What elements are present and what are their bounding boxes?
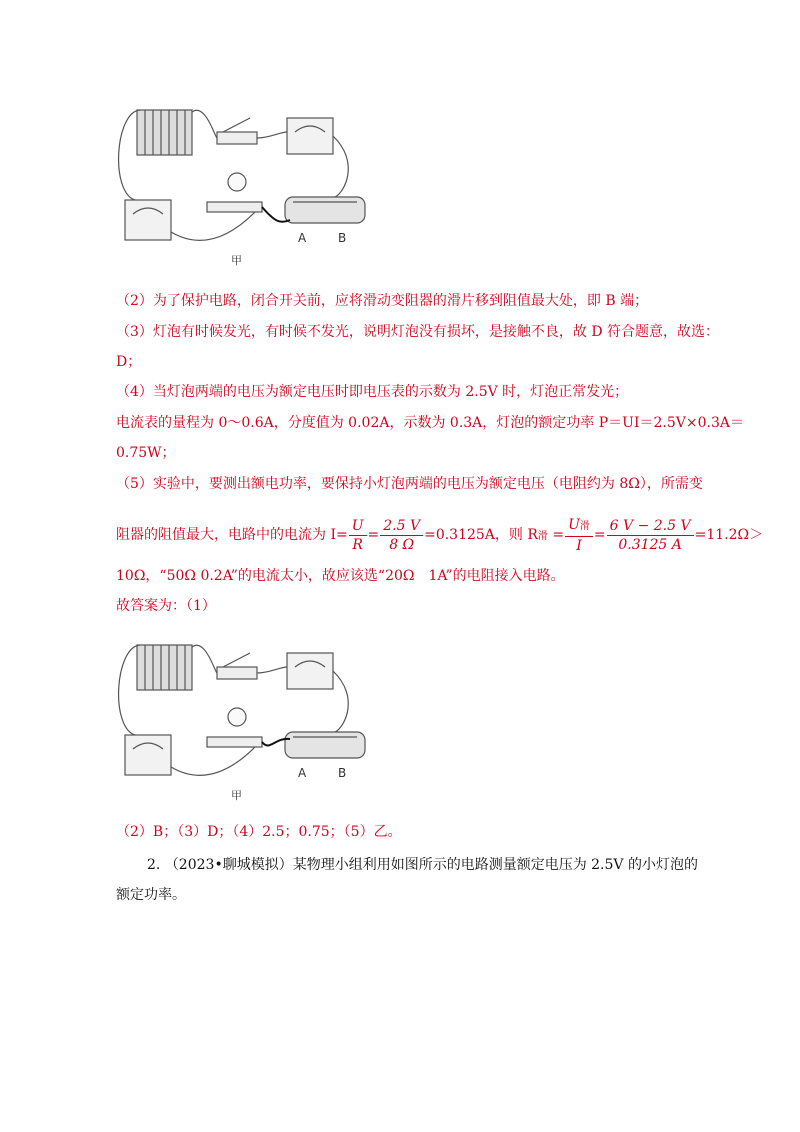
answer-line-4a: （4）当灯泡两端的电压为额定电压时即电压表的示数为 2.5V 时，灯泡正常发光； — [116, 384, 629, 400]
answer-line-4c: 0.75W； — [116, 445, 176, 461]
numerator-subscript: 滑 — [579, 520, 590, 532]
terminal-a-label: A — [298, 231, 307, 245]
question-2-line-1 — [147, 855, 698, 875]
answer-line-3b: D； — [116, 354, 142, 370]
circuit-figure-top — [105, 92, 385, 267]
subscript-hua: 滑 — [537, 531, 548, 542]
equals-sign: = — [593, 527, 606, 543]
answer-line-2: （2）为了保护电路，闭合开关前，应将滑动变阻器的滑片移到阻值最大处，即 B 端； — [116, 293, 649, 309]
answer-line-5b — [116, 515, 763, 557]
circuit-diagram — [105, 92, 385, 267]
fraction-numerator: 6 V − 2.5 V — [607, 517, 694, 536]
fraction-values — [380, 517, 423, 554]
fraction-numeric — [607, 517, 694, 554]
answer-line-5a: （5）实验中，要测出额电功率，要保持小灯泡两端的电压为额定电压（电阻约为 8Ω），所需变 — [116, 476, 703, 492]
terminal-b-label: B — [338, 231, 347, 245]
conclusion-intro: 故答案为：（1） — [116, 598, 216, 614]
circuit-diagram — [105, 627, 385, 802]
figure-caption: 甲 — [231, 254, 242, 267]
terminal-b-label: B — [338, 766, 347, 780]
circuit-figure-bottom — [105, 627, 385, 802]
fraction-numerator — [565, 516, 593, 537]
question-text: （2023•聊城模拟）某物理小组利用如图所示的电路测量额定电压为 2.5V 的小灯泡的 — [164, 857, 698, 873]
formula-result: =11.2Ω＞ — [694, 527, 764, 543]
formula-middle: =0.3125A，则 R — [424, 527, 538, 543]
fraction-numerator: U — [349, 517, 367, 536]
formula-intro: 阻器的阻值最大，电路中的电流为 I= — [116, 527, 348, 543]
fraction-denominator: I — [576, 537, 582, 554]
answer-line-3a: （3）灯泡有时候发光，有时候不发光，说明灯泡没有损坏，是接触不良，故 D 符合题意，故选： — [116, 324, 720, 340]
numerator-symbol: U — [568, 516, 580, 533]
conclusion-answers: （2）B；（3）D；（4）2.5；0.75；（5）乙。 — [116, 824, 402, 840]
fraction-denominator: 0.3125 A — [618, 536, 682, 553]
fraction-u-over-r — [349, 517, 367, 554]
equals-sign: = — [547, 527, 565, 543]
answer-line-5c: 10Ω，“50Ω 0.2A”的电流太小，故应该选“20Ω 1A”的电阻接入电路。 — [116, 568, 565, 584]
fraction-numerator: 2.5 V — [380, 517, 423, 536]
fraction-denominator: 8 Ω — [389, 536, 415, 553]
equals-sign: = — [367, 527, 380, 543]
figure-caption: 甲 — [231, 789, 242, 802]
terminal-a-label: A — [298, 766, 307, 780]
fraction-u-hua-over-i — [565, 516, 593, 555]
question-number: 2. — [147, 857, 161, 873]
fraction-denominator: R — [352, 536, 363, 553]
answer-line-4b: 电流表的量程为 0～0.6A，分度值为 0.02A，示数为 0.3A，灯泡的额定功率 P＝UI＝2.5V×0.3A＝ — [116, 415, 744, 431]
question-2-line-2: 额定功率。 — [116, 887, 186, 903]
